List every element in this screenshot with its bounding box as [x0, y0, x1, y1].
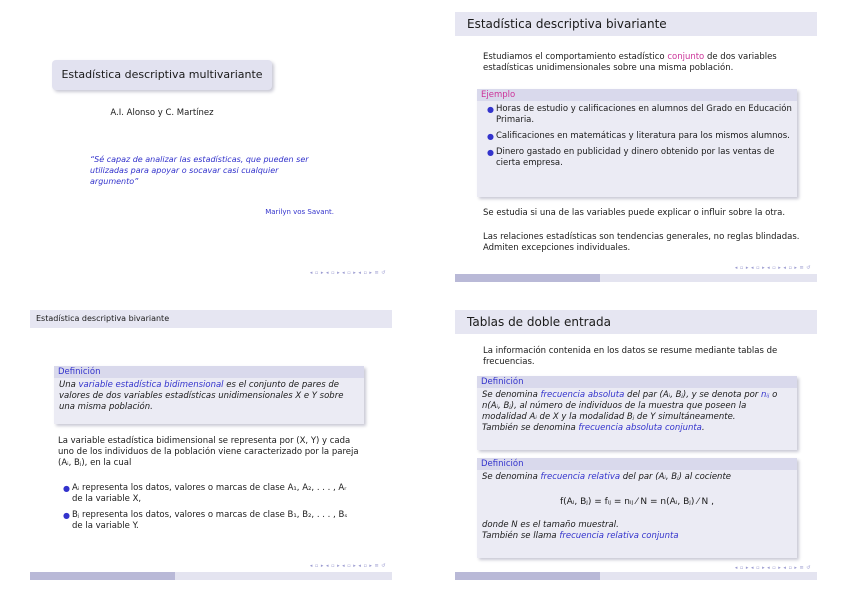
- footer-bar: [30, 572, 392, 580]
- nav-symbols[interactable]: ◂ ▫ ▸ ◂ ▫ ▸ ◂ ▫ ▸ ◂ ▫ ▸ ≡ ↺: [734, 565, 811, 571]
- list-item: ● Dinero gastado en publicidad y dinero obtenido por las ventas de cierta empresa.: [487, 147, 775, 168]
- frame-title: Estadística descriptiva bivariante: [455, 12, 817, 36]
- example-block-title: Ejemplo: [477, 89, 797, 101]
- definition-block: Definición Una variable estadística bidimensional es el conjunto de pares de valores de dos variables estadísticas unidimensionales X e Y sobre una misma población.: [54, 366, 364, 424]
- quote: “Sé capaz de analizar las estadísticas, que pueden ser utilizadas para apoyar o socavar casi cualquier argumento”: [90, 155, 309, 186]
- list-item: ● Bⱼ representa los datos, valores o marcas de clase B₁, B₂, . . . , Bₛ de la variable Y.: [63, 510, 348, 531]
- slide-bivariante-definicion: [30, 310, 392, 580]
- nav-symbols[interactable]: ◂ ▫ ▸ ◂ ▫ ▸ ◂ ▫ ▸ ◂ ▫ ▸ ≡ ↺: [309, 270, 386, 276]
- title-box: Estadística descriptiva multivariante: [52, 60, 272, 90]
- list-item: ● Aᵢ representa los datos, valores o marcas de clase A₁, A₂, . . . , Aᵣ de la variable X,: [63, 483, 347, 504]
- footer-bar: [455, 572, 817, 580]
- paragraph: La variable estadística bidimensional se representa por (X, Y) y cada uno de los individuos de la población viene caracterizado por la pareja (Aᵢ, Bⱼ), en la cual: [58, 436, 359, 468]
- formula: f(Aᵢ, Bⱼ) = fᵢⱼ = nᵢⱼ ⁄ N = n(Aᵢ, Bⱼ) ⁄ N ,: [559, 497, 715, 507]
- authors: A.I. Alonso y C. Martínez: [110, 108, 214, 118]
- intro-text: La información contenida en los datos se resume mediante tablas de frecuencias.: [483, 346, 778, 367]
- example-block: [477, 89, 797, 197]
- intro-text: Estudiamos el comportamiento estadístico conjunto de dos variables estadísticas unidimensionales sobre una misma población.: [483, 52, 777, 73]
- paragraph: Las relaciones estadísticas son tendencias generales, no reglas blindadas. Admiten excepciones individuales.: [483, 232, 800, 253]
- slide-tablas-doble-entrada: [455, 310, 817, 580]
- list-item: ● Calificaciones en matemáticas y literatura para los mismos alumnos.: [487, 131, 790, 141]
- nav-symbols[interactable]: ◂ ▫ ▸ ◂ ▫ ▸ ◂ ▫ ▸ ◂ ▫ ▸ ≡ ↺: [734, 265, 811, 271]
- frame-title: Tablas de doble entrada: [455, 310, 817, 334]
- frame-title: Estadística descriptiva bivariante: [30, 310, 392, 328]
- nav-symbols[interactable]: ◂ ▫ ▸ ◂ ▫ ▸ ◂ ▫ ▸ ◂ ▫ ▸ ≡ ↺: [309, 563, 386, 569]
- quote-author: Marilyn vos Savant.: [265, 208, 334, 216]
- variable-list: [58, 482, 358, 537]
- list-item: ● Horas de estudio y calificaciones en alumnos del Grado en Educación Primaria.: [487, 104, 792, 125]
- footer-bar: [455, 274, 817, 282]
- definition-block-title: Definición: [54, 366, 364, 378]
- paragraph: Se estudia si una de las variables puede explicar o influir sobre la otra.: [483, 208, 786, 218]
- definition-block-relativa: Definición Se denomina frecuencia relativa del par (Aᵢ, Bⱼ) al cociente f(Aᵢ, Bⱼ) = fᵢⱼ = nᵢⱼ ⁄ N = n(Aᵢ, Bⱼ) ⁄ N , donde N es el tamaño muestral. También se llama frecuencia relativa conjunta: [477, 458, 797, 558]
- definition-block-title: Definición: [477, 458, 797, 470]
- slide-bivariante-intro: [455, 12, 817, 282]
- definition-block-absoluta: Definición Se denomina frecuencia absoluta del par (Aᵢ, Bⱼ), y se denota por nᵢⱼ o n(Aᵢ, Bⱼ), al número de individuos de la muestra que poseen la modalidad Aᵢ de X y la modalidad Bⱼ de Y simultáneamente. También se denomina frecuencia absoluta conjunta.: [477, 376, 797, 450]
- slide-title: [30, 12, 392, 282]
- definition-block-title: Definición: [477, 376, 797, 388]
